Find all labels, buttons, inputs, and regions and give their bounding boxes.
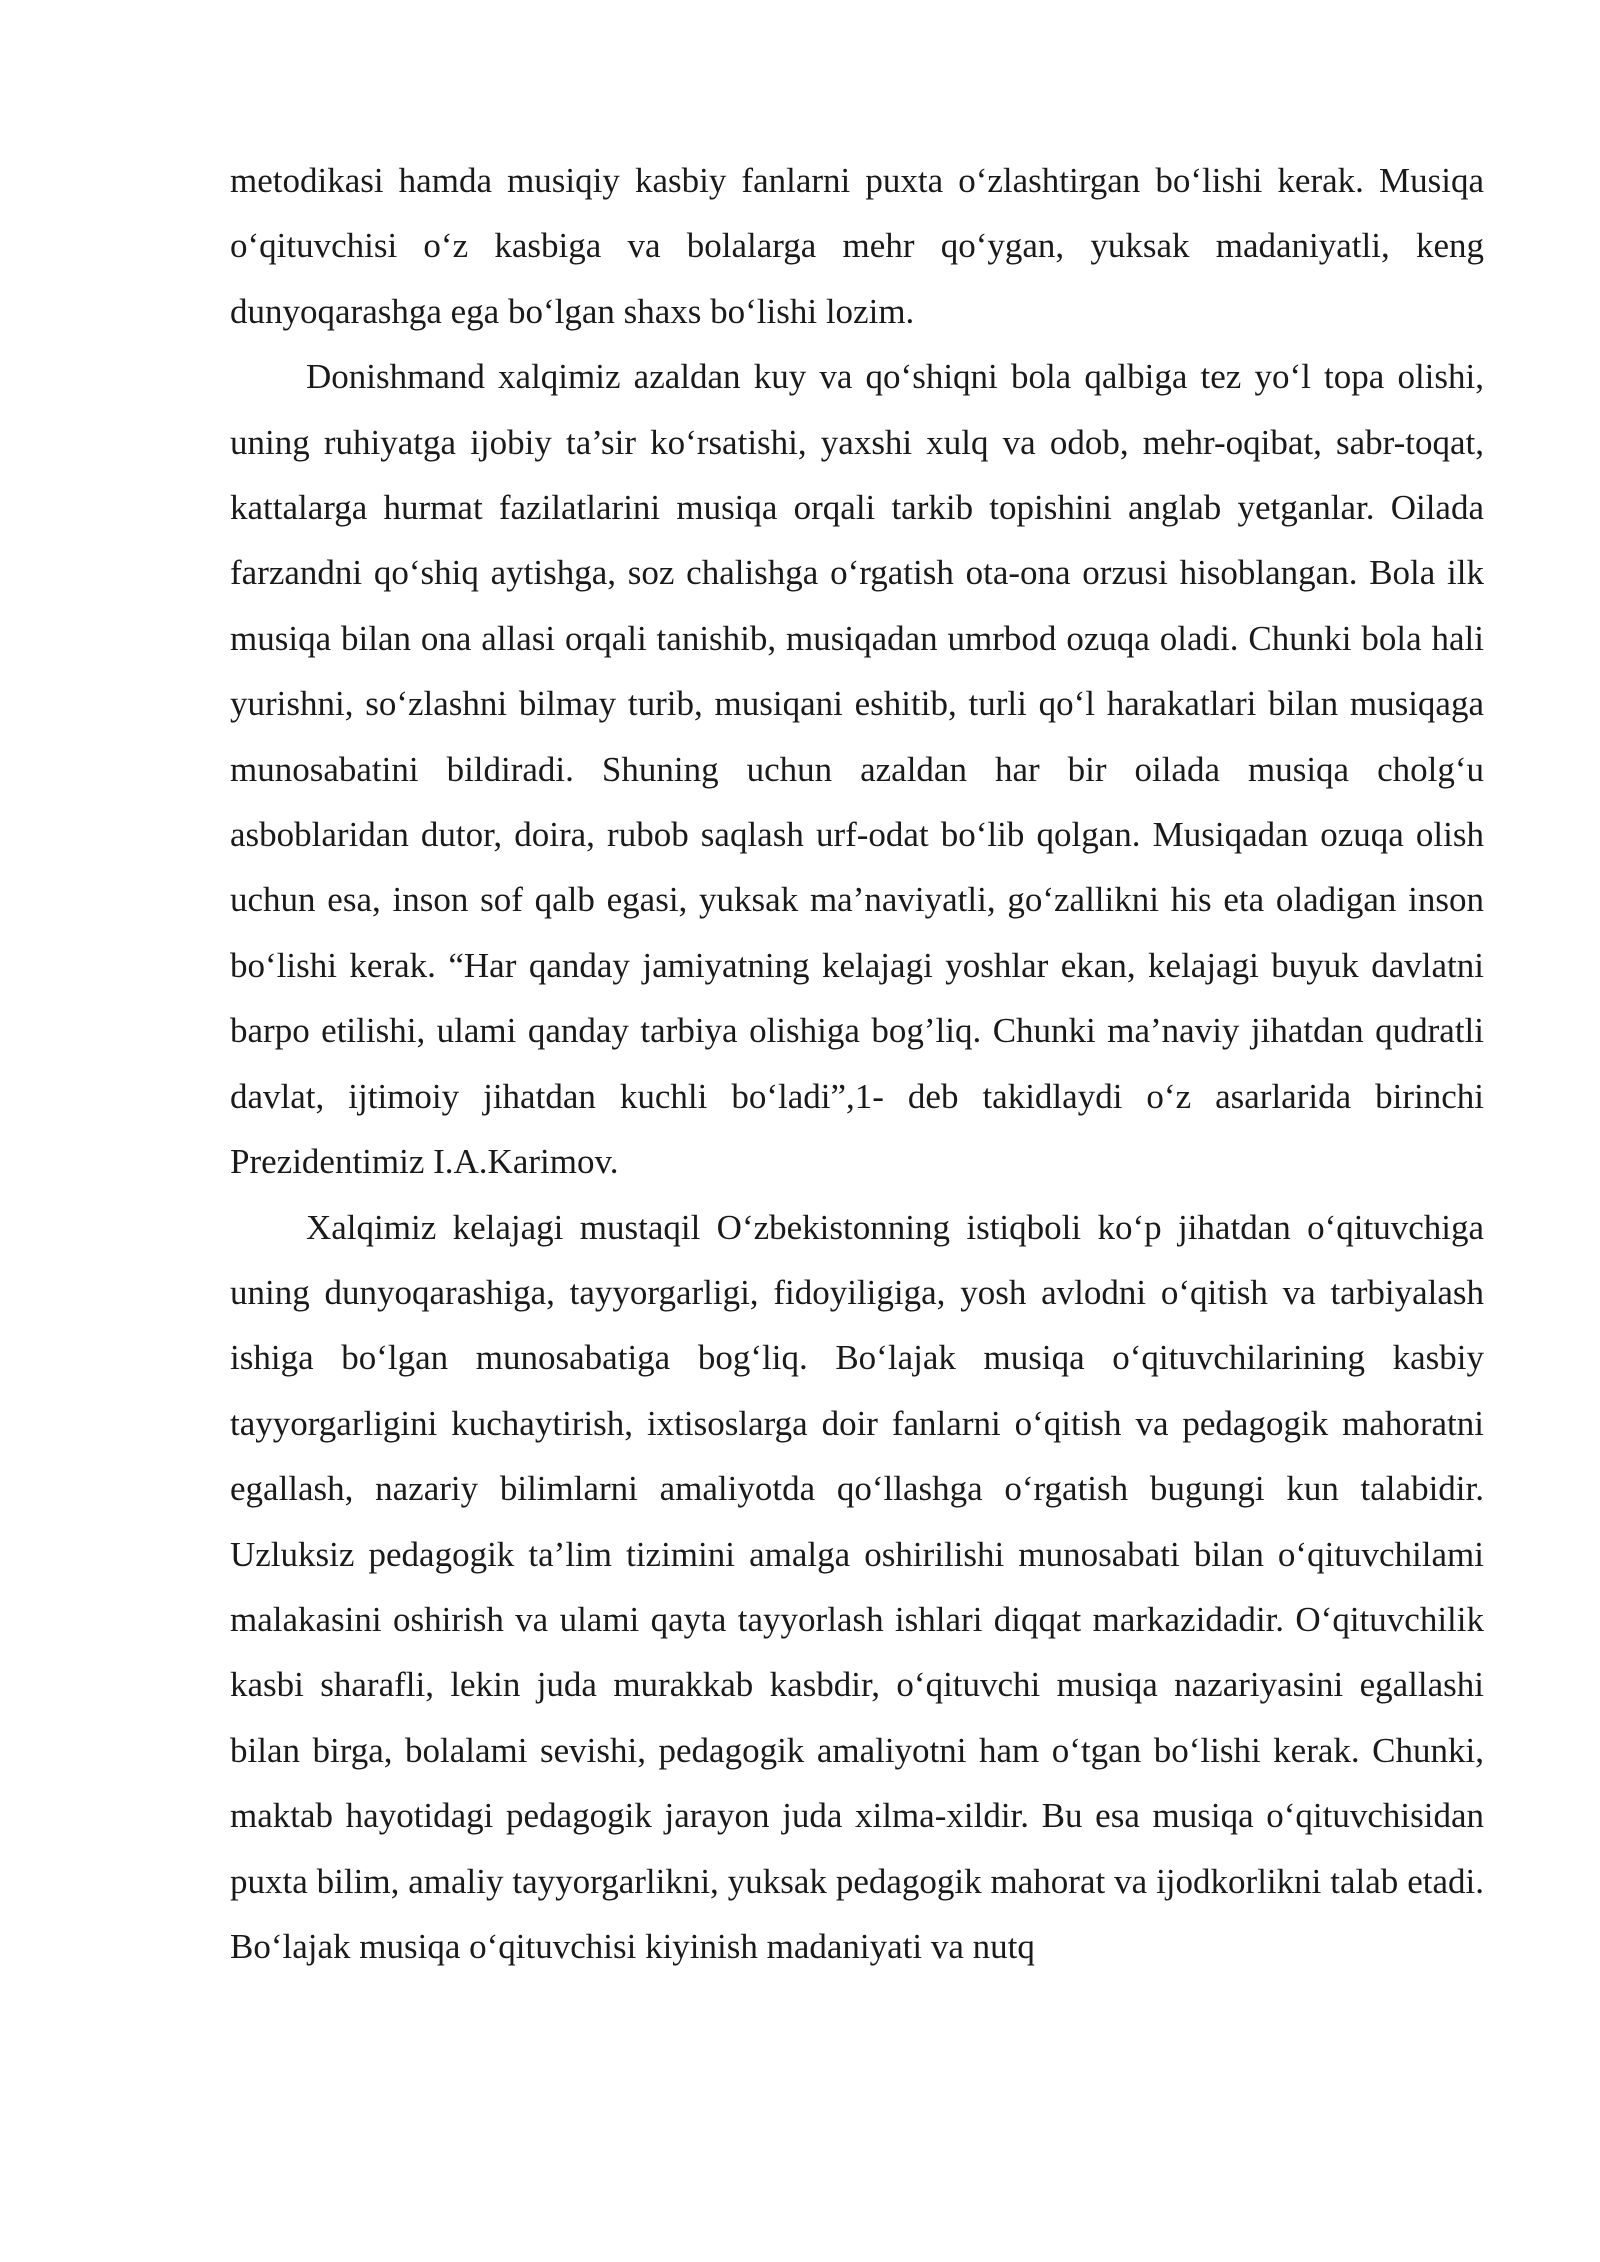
paragraph-teacher-training: Xalqimiz kelajagi mustaqil O‘zbekistonning istiqboli ko‘p jihatdan o‘qituvchiga uning dunyoqarashiga, tayyorgarligi, fidoyiligiga, yosh avlodni o‘qitish va tarbiyalash ishiga bo‘lgan munosabatiga bog‘liq. Bo‘lajak musiqa o‘qituvchilarining kasbiy tayyorgarligini kuchaytirish, ixtisoslarga doir fanlarni o‘qitish va pedagogik mahoratni egallash, nazariy bilimlarni amaliyotda qo‘llashga o‘rgatish bugungi kun talabidir. Uzluksiz pedagogik ta’lim tizimini amalga oshirilishi munosabati bilan o‘qituvchilami malakasini oshirish va ulami qayta tayyorlash ishlari diqqat markazidadir. O‘qituvchilik kasbi sharafli, lekin juda murakkab kasbdir, o‘qituvchi musiqa nazariyasini egallashi bilan birga, bolalami sevishi, pedagogik amaliyotni ham o‘tgan bo‘lishi kerak. Chunki, maktab hayotidagi pedagogik jarayon juda xilma-xildir. Bu esa musiqa o‘qituvchisidan puxta bilim, amaliy tayyorgarlikni, yuksak pedagogik mahorat va ijodkorlikni talab etadi. Bo‘lajak musiqa o‘qituvchisi kiyinish madaniyati va nutq xyxy=(230,1207,1484,1966)
paragraph-folk-wisdom: Donishmand xalqimiz azaldan kuy va qo‘shiqni bola qalbiga tez yo‘l topa olishi, uning ruhiyatga ijobiy ta’sir ko‘rsatishi, yaxshi xulq va odob, mehr-oqibat, sabr-toqat, kattalarga hurmat fazilatlarini musiqa orqali tarkib topishini anglab yetganlar. Oilada farzandni qo‘shiq aytishga, soz chalishga o‘rgatish ota-ona orzusi hisoblangan. Bola ilk musiqa bilan ona allasi orqali tanishib, musiqadan umrbod ozuqa oladi. Chunki bola hali yurishni, so‘zlashni bilmay turib, musiqani eshitib, turli qo‘l harakatlari bilan musiqaga munosabatini bildiradi. Shuning uchun azaldan har bir oilada musiqa cholg‘u asboblaridan dutor, doira, rubob saqlash urf-odat bo‘lib qolgan. Musiqadan ozuqa olish uchun esa, inson sof qalb egasi, yuksak ma’naviyatli, go‘zallikni his eta oladigan inson bo‘lishi kerak. “Har qanday jamiyatning kelajagi yoshlar ekan, kelajagi buyuk davlatni barpo etilishi, ulami qanday tarbiya olishiga bog’liq. Chunki ma’naviy jihatdan qudratli davlat, ijtimoiy jihatdan kuchli bo‘ladi”,1- deb takidlaydi o‘z asarlarida birinchi Prezidentimiz I.A.Karimov. xyxy=(230,357,1484,1182)
paragraph-continuation: metodikasi hamda musiqiy kasbiy fanlarni puxta o‘zlashtirgan bo‘lishi kerak. Musiqa o‘qituvchisi o‘z kasbiga va bolalarga mehr qo‘ygan, yuksak madaniyatli, keng dunyoqarashga ega bo‘lgan shaxs bo‘lishi lozim. xyxy=(230,161,1484,331)
document-page xyxy=(230,148,1484,1979)
